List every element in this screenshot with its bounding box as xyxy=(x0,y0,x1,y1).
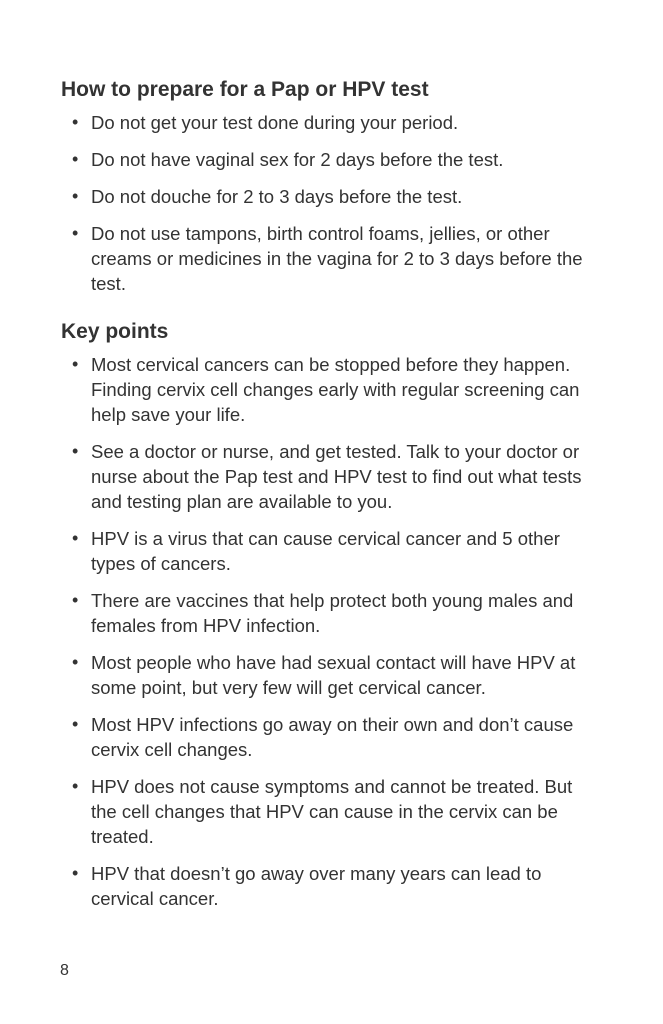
list-item: • Do not douche for 2 to 3 days before the test. xyxy=(61,184,601,209)
list-item: • Do not get your test done during your period. xyxy=(61,110,601,135)
list-item: • HPV is a virus that can cause cervical cancer and 5 other types of cancers. xyxy=(61,526,601,576)
prepare-section xyxy=(61,76,601,296)
prepare-list xyxy=(61,110,601,296)
list-item: • HPV that doesn’t go away over many years can lead to cervical cancer. xyxy=(61,861,601,911)
list-item: • See a doctor or nurse, and get tested. Talk to your doctor or nurse about the Pap test and HPV test to find out what tests and testing plan are available to you. xyxy=(61,439,601,514)
document-page xyxy=(61,76,601,923)
key-points-heading: Key points xyxy=(61,320,169,343)
list-item: • Do not have vaginal sex for 2 days before the test. xyxy=(61,147,601,172)
list-item: • There are vaccines that help protect both young males and females from HPV infection. xyxy=(61,588,601,638)
list-item: • Most HPV infections go away on their own and don’t cause cervix cell changes. xyxy=(61,712,601,762)
page-number: 8 xyxy=(60,962,69,979)
key-points-list xyxy=(61,352,601,911)
list-item: • HPV does not cause symptoms and cannot be treated. But the cell changes that HPV can cause in the cervix can be treated. xyxy=(61,774,601,849)
list-item: • Most cervical cancers can be stopped before they happen. Finding cervix cell changes early with regular screening can help save your life. xyxy=(61,352,601,427)
prepare-heading: How to prepare for a Pap or HPV test xyxy=(61,78,429,101)
key-points-section xyxy=(61,318,601,911)
list-item: • Do not use tampons, birth control foams, jellies, or other creams or medicines in the vagina for 2 to 3 days before the test. xyxy=(61,221,601,296)
list-item: • Most people who have had sexual contact will have HPV at some point, but very few will get cervical cancer. xyxy=(61,650,601,700)
